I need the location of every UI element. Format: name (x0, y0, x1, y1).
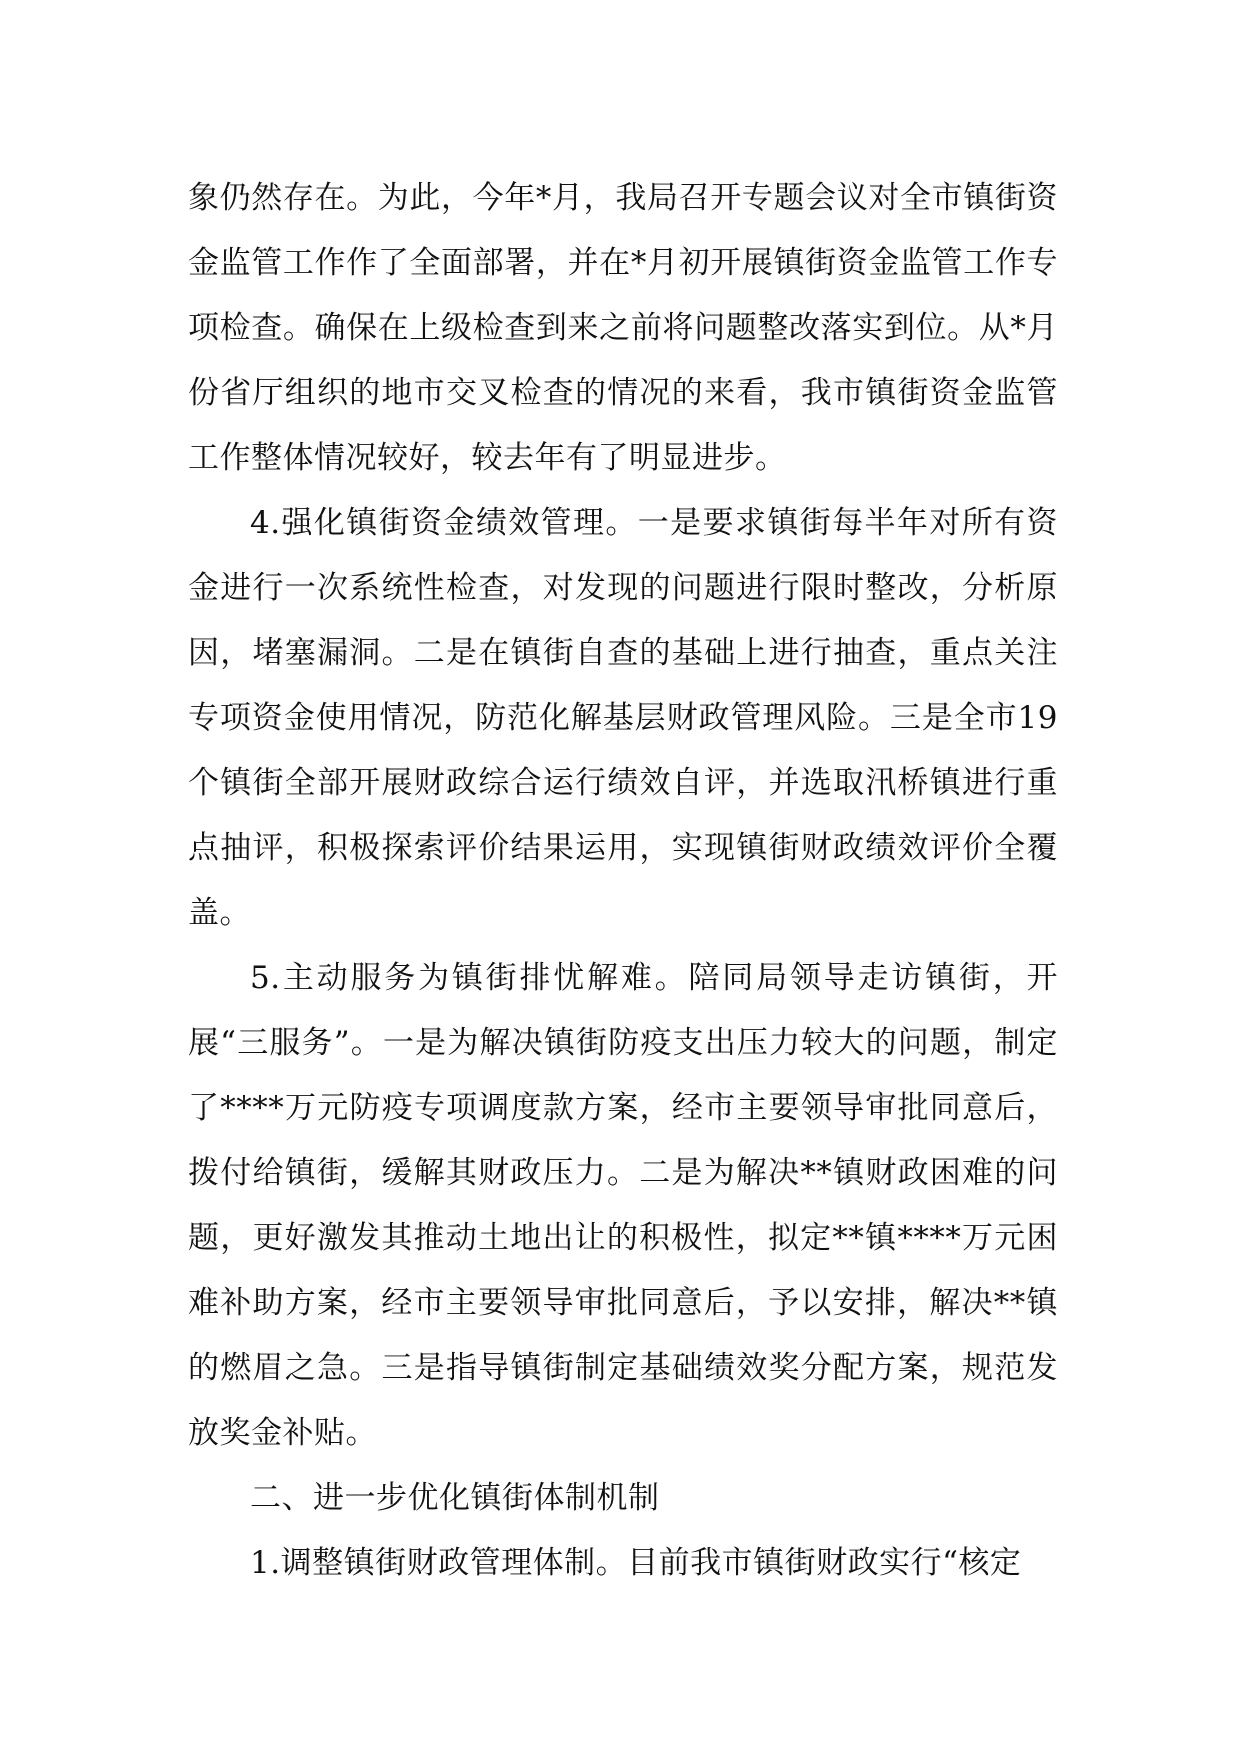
paragraph-item-4: 4.强化镇街资金绩效管理。一是要求镇街每半年对所有资金进行一次系统性检查，对发现的问题进行限时整改，分析原因，堵塞漏洞。二是在镇街自查的基础上进行抽查，重点关注专项资金使用情况，防范化解基层财政管理风险。三是全市19个镇街全部开展财政综合运行绩效自评，并选取汛桥镇进行重点抽评，积极探索评价结果运用，实现镇街财政绩效评价全覆盖。 (188, 505, 1058, 931)
document-body (188, 166, 1058, 1596)
paragraph-section2-item-1: 1.调整镇街财政管理体制。目前我市镇街财政实行“核定 (250, 1545, 1022, 1581)
paragraph-continuation: 象仍然存在。为此，今年*月，我局召开专题会议对全市镇街资金监管工作作了全面部署，并在*月初开展镇街资金监管工作专项检查。确保在上级检查到来之前将问题整改落实到位。从*月份省厅组织的地市交叉检查的情况的来看，我市镇街资金监管工作整体情况较好，较去年有了明显进步。 (188, 180, 1058, 476)
paragraph-item-5: 5.主动服务为镇街排忧解难。陪同局领导走访镇街，开展“三服务”。一是为解决镇街防疫支出压力较大的问题，制定了****万元防疫专项调度款方案，经市主要领导审批同意后，拨付给镇街，缓解其财政压力。二是为解决**镇财政困难的问题，更好激发其推动土地出让的积极性，拟定**镇****万元困难补助方案，经市主要领导审批同意后，予以安排，解决**镇的燃眉之急。三是指导镇街制定基础绩效奖分配方案，规范发放奖金补贴。 (188, 960, 1058, 1451)
section-heading-2: 二、进一步优化镇街体制机制 (250, 1480, 660, 1516)
